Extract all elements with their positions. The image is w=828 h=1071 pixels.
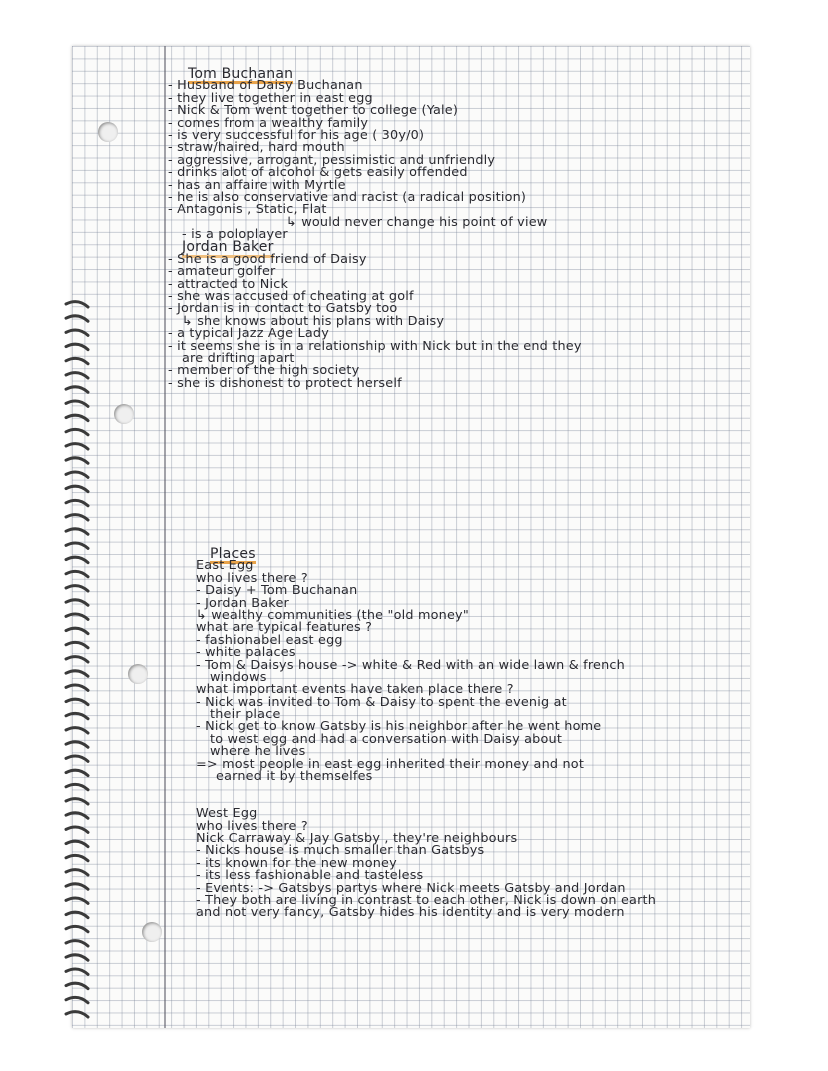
spiral-coil [66,529,88,534]
tom-line: - aggressive, arrogant, pessimistic and unfriendly [168,152,496,168]
spiral-coil [66,770,88,775]
spiral-coil [66,756,88,761]
east-egg-line: where he lives [210,744,306,760]
spiral-coil [66,458,88,463]
tom-line: ↳ would never change his point of view [286,214,548,230]
punch-hole [98,122,118,142]
spiral-coil [66,600,88,605]
places-heading: Places [210,548,256,564]
tom-line: - Nick & Tom went together to college (Yale) [168,103,459,119]
east-egg-line: windows [210,669,267,685]
east-egg-line: - Jordan Baker [196,595,289,611]
west-egg-line: and not very fancy, Gatsby hides his identity and is very modern [196,905,625,921]
east-egg-line: ↳ wealthy communities (the "old money" [196,607,469,623]
spiral-coil [66,855,88,860]
spiral-binding [64,300,90,1020]
spiral-coil [66,742,88,747]
east-egg-line: - Tom & Daisys house -> white & Red with an wide lawn & french [196,657,625,673]
spiral-coil [66,387,88,392]
punch-hole [114,404,134,424]
spiral-coil [66,969,88,974]
east-egg-line: what are typical features ? [196,620,373,636]
jordan-line: - a typical Jazz Age Lady [168,326,329,342]
punch-hole [128,664,148,684]
spiral-coil [66,955,88,960]
notes-column-places [196,548,756,920]
spiral-coil [66,401,88,406]
west-egg-line: West Egg [196,806,258,822]
east-egg-line: to west egg and had a conversation with Daisy about [210,731,563,747]
spiral-coil [66,628,88,633]
spiral-coil [66,870,88,875]
spiral-coil [66,642,88,647]
east-egg-line: - fashionabel east egg [196,632,343,648]
jordan-line: are drifting apart [182,350,295,366]
spiral-coil [66,515,88,520]
spiral-coil [66,302,88,307]
tom-heading: Tom Buchanan [188,68,293,84]
east-egg-line: - Nick get to know Gatsby is his neighbor after he went home [196,719,602,735]
spiral-coil [66,1012,88,1017]
jordan-line: - it seems she is in a relationship with Nick but in the end they [168,338,582,354]
tom-line: - straw/haired, hard mouth [168,140,345,156]
jordan-line: ↳ she knows about his plans with Daisy [182,313,445,329]
east-egg-line: what important events have taken place there ? [196,682,514,698]
tom-line: - drinks alot of alcohol & gets easily offended [168,165,468,181]
jordan-heading: Jordan Baker [182,241,274,257]
east-egg-line: their place [210,707,281,723]
spiral-coil [66,884,88,889]
west-egg-line: - its known for the new money [196,855,397,871]
spiral-coil [66,671,88,676]
east-egg-line: earned it by themselfes [216,769,373,785]
west-egg-line: Nick Carraway & Jay Gatsby , they're neighbours [196,831,518,846]
west-egg-line: - They both are living in contrast to each other, Nick is down on earth [196,892,657,908]
margin-line [164,46,166,1028]
jordan-line: - amateur golfer [168,264,276,280]
tom-line: - comes from a wealthy family [168,115,369,131]
spiral-coil [66,316,88,321]
jordan-line: - she was accused of cheating at golf [168,289,414,305]
punch-hole [142,922,162,942]
spiral-coil [66,699,88,704]
spiral-coil [66,685,88,690]
spiral-coil [66,784,88,789]
spiral-coil [66,472,88,477]
spiral-coil [66,941,88,946]
jordan-line: - she is dishonest to protect herself [168,375,402,391]
east-egg-line: - Nick was invited to Tom & Daisy to spent the evenig at [196,694,567,710]
tom-line: - Antagonis , Static, Flat [168,202,327,218]
jordan-line: - She is a good friend of Daisy [168,251,367,267]
notes-column-top [168,68,728,390]
tom-line: - is very successful for his age ( 30y/0) [168,127,425,143]
spiral-coil [66,571,88,576]
jordan-line: - Jordan is in contact to Gatsby too [168,301,398,317]
spiral-coil [66,415,88,420]
spiral-coil [66,912,88,917]
spiral-coil [66,827,88,832]
spiral-coil [66,444,88,449]
spiral-coil [66,614,88,619]
west-egg-line: - Nicks house is much smaller than Gatsbys [196,843,485,859]
east-egg-line: East Egg [196,558,254,574]
spiral-coil [66,898,88,903]
spiral-coil [66,543,88,548]
spiral-coil [66,429,88,434]
spiral-coil [66,926,88,931]
spiral-coil [66,841,88,846]
east-egg-line: who lives there ? [196,570,308,586]
spiral-coil [66,799,88,804]
spiral-coil [66,728,88,733]
spiral-coil [66,586,88,591]
tom-line: - Husband of Daisy Buchanan [168,78,363,94]
spiral-coil [66,330,88,335]
east-egg-line: - Daisy + Tom Buchanan [196,583,358,599]
spiral-coil [66,486,88,491]
west-egg-line: - its less fashionable and tasteless [196,868,424,884]
spiral-coil [66,500,88,505]
spiral-coil [66,813,88,818]
spiral-coil [66,657,88,662]
spiral-coil [66,373,88,378]
tom-line: - has an affaire with Myrtle [168,177,346,193]
spiral-coil [66,983,88,988]
tom-line: - is a poloplayer [182,227,288,243]
tom-line: - he is also conservative and racist (a radical position) [168,189,527,205]
spiral-coil [66,713,88,718]
spiral-coil [66,557,88,562]
spiral-coil [66,358,88,363]
spiral-coil [66,997,88,1002]
west-egg-line: - Events: -> Gatsbys partys where Nick meets Gatsby and Jordan [196,880,626,896]
west-egg-line: who lives there ? [196,818,308,834]
tom-line: - they live together in east egg [168,90,373,106]
east-egg-line: - white palaces [196,645,296,661]
jordan-line: - member of the high society [168,363,360,379]
spiral-coil [66,344,88,349]
jordan-line: - attracted to Nick [168,276,289,292]
east-egg-line: => most people in east egg inherited their money and not [196,756,585,772]
